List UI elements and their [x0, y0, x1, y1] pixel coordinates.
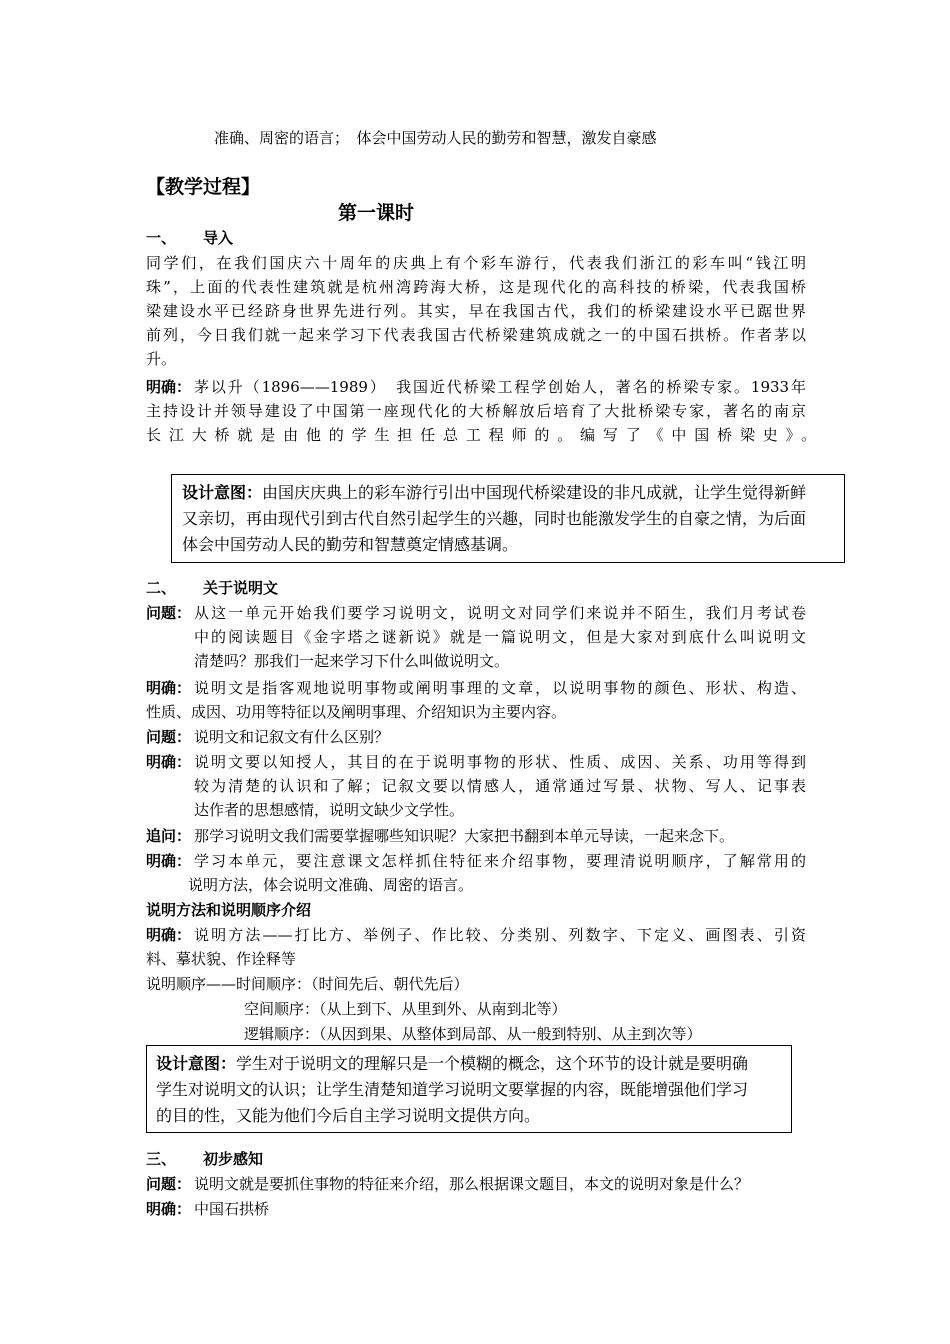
paragraph-line: 学习本单元，要注意课文怎样抓住特征来介绍事物，要理清说明顺序，了解常用的 [194, 852, 806, 870]
lesson-title: 第一课时 [338, 202, 415, 224]
section-title: 【教学过程】 [146, 176, 261, 198]
paragraph-line: 中的阅读题目《金字塔之谜新说》就是一篇说明文，但是大家对到底什么叫说明文 [194, 628, 806, 646]
answer-label: 明确： [146, 926, 192, 944]
question-label: 问题： [146, 1175, 192, 1193]
answer-label: 明确： [146, 753, 192, 771]
paragraph-line: 同学们，在我们国庆六十周年的庆典上有个彩车游行，代表我们浙江的彩车叫“钱江明 [146, 254, 806, 272]
design-intent-line: 学生对说明文的认识；让学生清楚知道学习说明文要掌握的内容，既能增强他们学习 [156, 1080, 749, 1099]
order-line: 逻辑顺序：（从因到果、从整体到局部、从一般到特别、从主到次等） [244, 1025, 702, 1043]
design-intent-line: 的目的性，又能为他们今后自主学习说明文提供方向。 [156, 1106, 541, 1125]
design-intent-label: 设计意图： [182, 483, 263, 502]
paragraph-line: 达作者的思想感情，说明文缺少文学性。 [194, 801, 465, 819]
answer-label: 明确： [146, 378, 192, 396]
design-intent-line [156, 1051, 748, 1077]
paragraph-line: 长江大桥就是由他的学生担任总工程师的。编写了《中国桥梁史》。 [146, 426, 816, 444]
paragraph-line: 中国石拱桥 [194, 1200, 270, 1218]
order-line: 说明顺序——时间顺序：（时间先后、朝代先后） [146, 975, 469, 993]
s1-heading-num: 一、 [146, 229, 177, 247]
answer-label: 明确： [146, 679, 192, 697]
paragraph-line: 清楚吗？那我们一起来学习下什么叫做说明文。 [194, 652, 510, 670]
design-intent-label: 设计意图： [156, 1054, 237, 1073]
paragraph-line: 说明方法，体会说明文准确、周密的语言。 [188, 876, 474, 894]
design-intent-text: 由国庆庆典上的彩车游行引出中国现代桥梁建设的非凡成就，让学生觉得新鲜 [262, 483, 807, 502]
design-intent-line: 又亲切，再由现代引到古代自然引起学生的兴趣，同时也能激发学生的自豪之情，为后面 [182, 509, 807, 528]
paragraph-line: 前列，今日我们就一起来学习下代表我国古代桥梁建筑成就之一的中国石拱桥。作者茅以 [146, 326, 806, 344]
s1-heading: 导入 [203, 229, 234, 247]
s2-heading: 关于说明文 [203, 579, 279, 597]
methods-title: 说明方法和说明顺序介绍 [146, 901, 312, 919]
followup-label: 追问： [146, 827, 192, 845]
order-line: 空间顺序：（从上到下、从里到外、从南到北等） [244, 1000, 567, 1018]
s3-heading-num: 三、 [146, 1150, 177, 1168]
paragraph-line: 说明文是指客观地说明事物或阐明事理的文章，以说明事物的颜色、形状、构造、 [194, 679, 806, 697]
paragraph-line: 梁建设水平已经跻身世界先进行列。其实，早在我国古代，我们的桥梁建设水平已踞世界 [146, 302, 806, 320]
paragraph-line: 料、摹状貌、作诠释等 [146, 950, 297, 968]
paragraph-line: 性质、成因、功用等特征以及阐明事理、介绍知识为主要内容。 [146, 703, 567, 721]
design-intent-line: 体会中国劳动人民的勤劳和智慧奠定情感基调。 [182, 535, 519, 554]
paragraph-line: 说明文和记叙文有什么区别？ [194, 728, 390, 746]
paragraph-line: 主持设计并领导建设了中国第一座现代化的大桥解放后培育了大批桥梁专家，著名的南京 [146, 402, 806, 420]
paragraph-line: 说明文要以知授人，其目的在于说明事物的形状、性质、成因、关系、功用等得到 [194, 753, 806, 771]
design-intent-line [182, 480, 806, 506]
paragraph-line: 珠”，上面的代表性建筑就是杭州湾跨海大桥，这是现代化的高科技的桥梁，代表我国桥 [146, 278, 806, 296]
paragraph-line: 较为清楚的认识和了解；记叙文要以情感人，通常通过写景、状物、写人、记事表 [194, 777, 806, 795]
paragraph-line: 说明方法——打比方、举例子、作比较、分类别、列数字、下定义、画图表、引资 [194, 926, 806, 944]
answer-label: 明确： [146, 852, 192, 870]
paragraph-line: 从这一单元开始我们要学习说明文，说明文对同学们来说并不陌生，我们月考试卷 [194, 604, 806, 622]
s2-heading-num: 二、 [146, 579, 177, 597]
design-intent-text: 学生对于说明文的理解只是一个模糊的概念，这个环节的设计就是要明确 [236, 1054, 749, 1073]
answer-label: 明确： [146, 1200, 192, 1218]
paragraph-line: 升。 [146, 350, 177, 368]
question-label: 问题： [146, 604, 192, 622]
paragraph-line: 说明文就是要抓住事物的特征来介绍，那么根据课文题目，本文的说明对象是什么？ [194, 1175, 750, 1193]
paragraph-line: 茅以升（1896——1989） 我国近代桥梁工程学创始人，著名的桥梁专家。1933年 [194, 378, 806, 396]
paragraph-line: 那学习说明文我们需要掌握哪些知识呢？大家把书翻到本单元导读，一起来念下。 [194, 827, 735, 845]
top-line: 准确、周密的语言； 体会中国劳动人民的勤劳和智慧，激发自豪感 [214, 129, 657, 147]
question-label: 问题： [146, 728, 192, 746]
s3-heading: 初步感知 [203, 1150, 264, 1168]
